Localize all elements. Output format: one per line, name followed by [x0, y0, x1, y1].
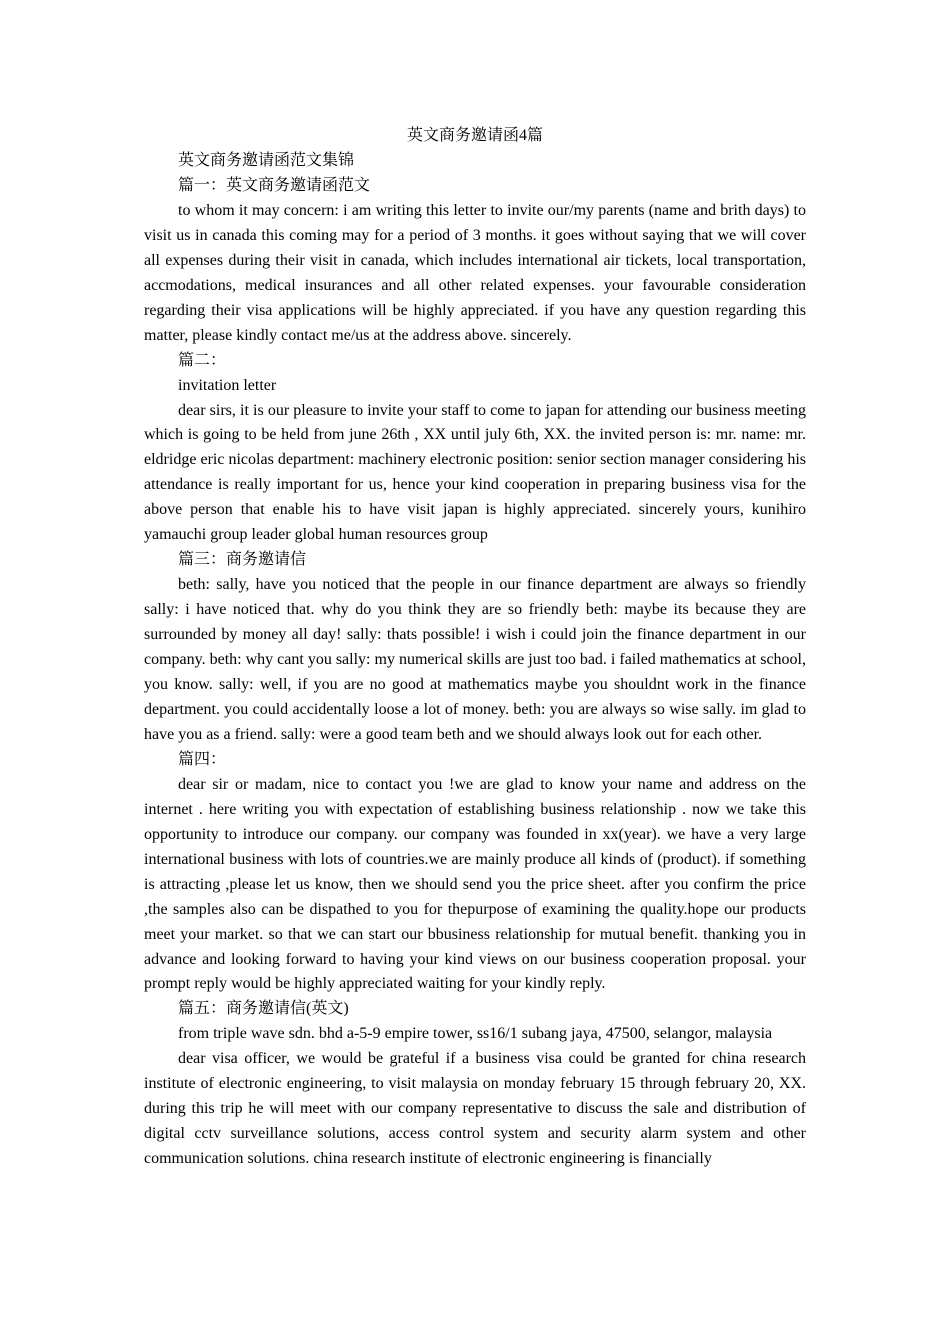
- section-heading: 篇四：: [178, 750, 227, 768]
- section-paragraph: invitation letter: [178, 376, 277, 394]
- section-heading: 篇一：英文商务邀请函范文: [178, 176, 371, 194]
- document-subtitle: 英文商务邀请函范文集锦: [178, 152, 355, 169]
- section-paragraph: from triple wave sdn. bhd a-5-9 empire tower, ss16/1 subang jaya, 47500, selangor, malaysia: [178, 1025, 773, 1043]
- document-title: 英文商务邀请函4篇: [406, 127, 543, 144]
- section-paragraph: dear sir or madam, nice to contact you !we are glad to know your name and address on the internet . here writing you with expectation of establishing business relationship . now we take this opportunity to introduce our company. our company was founded in xx(year). we have a very large international business with lots of countries.we are mainly produce all kinds of (product). if something is attracting ,please let us know, then we should send you the price sheet. after you confirm the price ,the samples also can be dispathed to you for thepurpose of examining the quality.hope our products meet your market. so that we can start our bbusiness relationship for mutual benefit. thanking you in advance and looking forward to having your kind views on our business cooperation proposal. your prompt reply would be highly appreciated waiting for your kindly reply.: [144, 775, 806, 993]
- section-paragraph: dear sirs, it is our pleasure to invite your staff to come to japan for attending our business meeting which is going to be held from june 26th , XX until july 6th, XX. the invited person is: mr. name: mr. eldridge eric nicolas department: machinery electronic position: senior section manager considering his attendance is really important for us, hence your kind cooperation in preparing business visa for the above person that enable his to have visit japan is highly appreciated. sincerely yours, kunihiro yamauchi group leader global human resources group: [144, 401, 806, 544]
- section-paragraph: to whom it may concern: i am writing this letter to invite our/my parents (name and brith days) to visit us in canada this coming may for a period of 3 months. it goes without saying that we will cover all expenses during their visit in canada, which includes international air tickets, local transportation, accmodations, medical insurances and all other related expenses. your favourable consideration regarding their visa applications will be highly appreciated. if you have any question regarding this matter, please kindly contact me/us at the address above. sincerely.: [144, 201, 806, 344]
- section-heading: 篇五：商务邀请信(英文): [178, 1000, 349, 1018]
- section-paragraph: beth: sally, have you noticed that the people in our finance department are always so friendly sally: i have noticed that. why do you think they are so friendly beth: maybe its because they are surrounded by money all day! sally: thats possible! i wish i could join the finance department in our company. beth: why cant you sally: my numerical skills are just too bad. i failed mathematics at school, you know. sally: well, if you are no good at mathematics maybe you shouldnt work in the finance department. you could accidentally loose a lot of money. beth: you are always so wise sally. im glad to have you as a friend. sally: were a good team beth and we should always look out for each other.: [144, 576, 806, 743]
- section-heading: 篇三：商务邀请信: [178, 551, 307, 569]
- document-body: [144, 149, 806, 1172]
- section-paragraph: dear visa officer, we would be grateful if a business visa could be granted for china research institute of electronic engineering, to visit malaysia on monday february 15 through february 20, XX. during this trip he will meet with our company representative to discuss the sale and distribution of digital cctv surveillance solutions, access control system and security alarm system and other communication solutions. china research institute of electronic engineering is financially: [144, 1050, 806, 1168]
- section-heading: 篇二：: [178, 351, 227, 369]
